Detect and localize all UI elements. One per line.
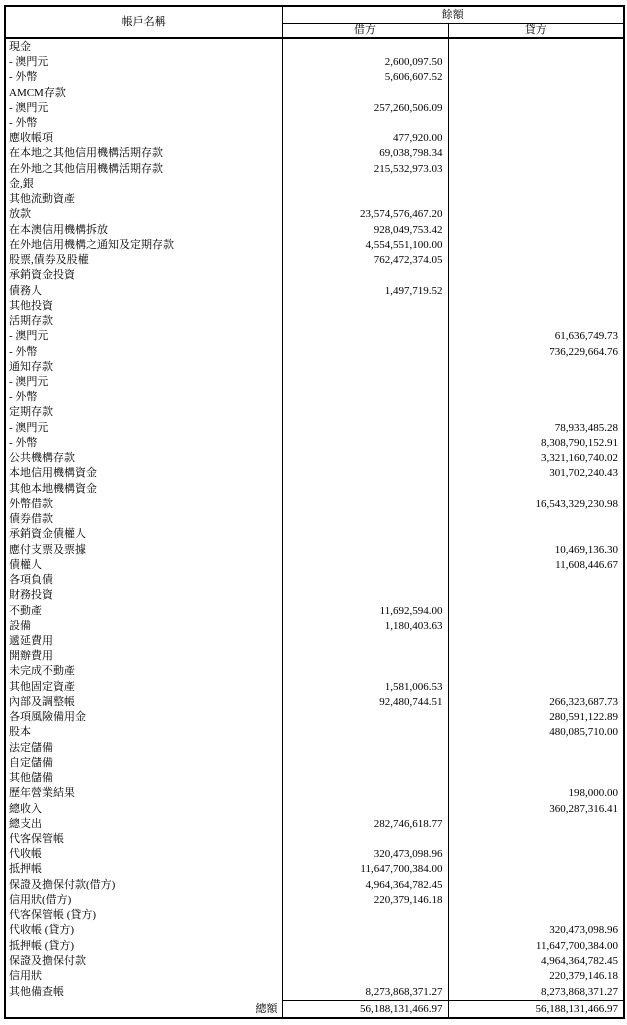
debit-value-cell	[282, 542, 448, 557]
table-row	[5, 85, 624, 100]
table-row	[5, 131, 624, 146]
account-name-cell: - 澳門元	[5, 100, 282, 115]
table-row	[5, 923, 624, 938]
debit-value-cell: 1,180,403.63	[282, 618, 448, 633]
account-name-cell: 承銷資金債權人	[5, 527, 282, 542]
table-row	[5, 192, 624, 207]
table-row	[5, 908, 624, 923]
account-name-cell: 信用狀	[5, 969, 282, 984]
table-row	[5, 633, 624, 648]
debit-value-cell: 23,574,576,467.20	[282, 207, 448, 222]
table-footer	[5, 1001, 624, 1019]
debit-value-cell: 11,647,700,384.00	[282, 862, 448, 877]
credit-value-cell	[448, 115, 624, 130]
credit-value-cell	[448, 298, 624, 313]
debit-value-cell	[282, 755, 448, 770]
credit-value-cell	[448, 755, 624, 770]
account-name-cell: 應收帳項	[5, 131, 282, 146]
table-row	[5, 984, 624, 1001]
table-body	[5, 38, 624, 1001]
account-name-cell: 法定儲備	[5, 740, 282, 755]
credit-value-cell	[448, 588, 624, 603]
credit-value-cell	[448, 146, 624, 161]
table-row	[5, 344, 624, 359]
credit-value-cell	[448, 892, 624, 907]
credit-value-cell	[448, 359, 624, 374]
account-name-cell: 股本	[5, 725, 282, 740]
credit-value-cell	[448, 70, 624, 85]
table-row	[5, 481, 624, 496]
account-name-cell: 保證及擔保付款	[5, 953, 282, 968]
debit-value-cell	[282, 923, 448, 938]
debit-value-cell: 8,273,868,371.27	[282, 984, 448, 1001]
account-name-cell: 不動產	[5, 603, 282, 618]
table-row	[5, 572, 624, 587]
debit-value-cell: 11,692,594.00	[282, 603, 448, 618]
table-row	[5, 451, 624, 466]
debit-value-cell	[282, 969, 448, 984]
account-name-cell: 在本澳信用機構拆放	[5, 222, 282, 237]
credit-value-cell: 8,308,790,152.91	[541, 436, 618, 449]
debit-value-cell	[282, 801, 448, 816]
debit-value-cell	[282, 771, 448, 786]
table-row	[5, 969, 624, 984]
debit-value-cell: 762,472,374.05	[282, 253, 448, 268]
account-name-cell: - 外幣	[5, 344, 282, 359]
debit-value-cell: 257,260,506.09	[282, 100, 448, 115]
table-row	[5, 146, 624, 161]
table-row	[5, 664, 624, 679]
account-name-header: 帳戶名稱	[5, 6, 282, 38]
table-row	[5, 115, 624, 130]
credit-value-cell: 736,229,664.76	[549, 345, 618, 358]
debit-value-cell	[282, 938, 448, 953]
credit-value-cell	[448, 512, 624, 527]
table-row	[5, 542, 624, 557]
account-name-cell: - 外幣	[5, 115, 282, 130]
credit-value-cell	[448, 55, 624, 70]
credit-value-cell	[448, 740, 624, 755]
credit-value-cell: 360,287,316.41	[549, 802, 618, 815]
trial-balance-table	[4, 5, 625, 1019]
credit-value-cell	[448, 253, 624, 268]
debit-value-cell: 1,497,719.52	[282, 283, 448, 298]
account-name-cell: 債權人	[5, 557, 282, 572]
table-row	[5, 390, 624, 405]
debit-value-cell	[282, 527, 448, 542]
account-name-cell: - 澳門元	[5, 329, 282, 344]
credit-value-cell	[448, 603, 624, 618]
header-row-balance	[5, 6, 624, 23]
credit-value-cell	[448, 633, 624, 648]
debit-value-cell	[282, 831, 448, 846]
table-row	[5, 557, 624, 572]
table-row	[5, 755, 624, 770]
credit-value-cell: 78,933,485.28	[554, 421, 618, 434]
account-name-cell: 遞延費用	[5, 633, 282, 648]
table-row	[5, 847, 624, 862]
table-row	[5, 70, 624, 85]
credit-value-cell	[448, 38, 624, 55]
table-row	[5, 237, 624, 252]
account-name-cell: 設備	[5, 618, 282, 633]
credit-value-cell	[448, 679, 624, 694]
credit-value-cell: 11,608,446.67	[555, 558, 618, 571]
table-row	[5, 694, 624, 709]
table-row	[5, 649, 624, 664]
debit-value-cell	[282, 633, 448, 648]
account-name-cell: 在外地之其他信用機構活期存款	[5, 161, 282, 176]
debit-value-cell	[282, 115, 448, 130]
debit-value-cell	[282, 298, 448, 313]
credit-value-cell	[448, 283, 624, 298]
credit-value-cell: 4,964,364,782.45	[541, 954, 618, 967]
debit-value-cell	[282, 176, 448, 191]
debit-value-cell	[282, 451, 448, 466]
account-name-cell: 定期存款	[5, 405, 282, 420]
account-name-cell: 抵押帳 (貸方)	[5, 938, 282, 953]
account-name-cell: 總收入	[5, 801, 282, 816]
debit-value-cell: 5,606,607.52	[282, 70, 448, 85]
table-row	[5, 176, 624, 191]
table-row	[5, 435, 624, 450]
table-row	[5, 816, 624, 831]
debit-value-cell	[282, 374, 448, 389]
account-name-cell: - 外幣	[5, 435, 282, 450]
credit-value-cell: 198,000.00	[568, 787, 618, 800]
account-name-cell: - 澳門元	[5, 55, 282, 70]
account-name-cell: 金,銀	[5, 176, 282, 191]
debit-value-cell	[282, 359, 448, 374]
debit-value-cell	[282, 481, 448, 496]
table-row	[5, 207, 624, 222]
account-name-cell: 其他固定資產	[5, 679, 282, 694]
table-row	[5, 298, 624, 313]
total-credit-value: 56,188,131,466.97	[448, 1001, 624, 1019]
debit-value-cell: 92,480,744.51	[282, 694, 448, 709]
table-row	[5, 268, 624, 283]
debit-value-cell	[282, 344, 448, 359]
credit-value-cell	[448, 374, 624, 389]
table-row	[5, 679, 624, 694]
account-name-cell: 代客保管帳 (貸方)	[5, 908, 282, 923]
table-row	[5, 953, 624, 968]
credit-value-cell	[448, 161, 624, 176]
credit-value-cell	[448, 649, 624, 664]
table-row	[5, 710, 624, 725]
table-row	[5, 466, 624, 481]
table-header	[5, 6, 624, 38]
account-name-cell: 財務投資	[5, 588, 282, 603]
table-row	[5, 831, 624, 846]
debit-value-cell	[282, 572, 448, 587]
account-name-cell: 保證及擔保付款(借方)	[5, 877, 282, 892]
debit-value-cell	[282, 405, 448, 420]
debit-value-cell	[282, 953, 448, 968]
account-name-cell: 總支出	[5, 816, 282, 831]
debit-value-cell	[282, 435, 448, 450]
credit-value-cell	[448, 222, 624, 237]
debit-value-cell	[282, 649, 448, 664]
credit-value-cell	[448, 268, 624, 283]
credit-value-cell	[448, 192, 624, 207]
credit-value-cell	[448, 847, 624, 862]
account-name-cell: 其他備查帳	[5, 984, 282, 1001]
credit-value-cell	[448, 831, 624, 846]
account-name-cell: 現金	[5, 38, 282, 55]
account-name-cell: 通知存款	[5, 359, 282, 374]
credit-value-cell	[448, 313, 624, 328]
table-row	[5, 892, 624, 907]
table-row	[5, 512, 624, 527]
credit-value-cell: 480,085,710.00	[549, 726, 618, 739]
table-row	[5, 55, 624, 70]
debit-value-cell	[282, 85, 448, 100]
account-name-cell: 活期存款	[5, 313, 282, 328]
debit-value-cell	[282, 740, 448, 755]
table-row	[5, 253, 624, 268]
credit-value-cell	[448, 481, 624, 496]
debit-value-cell	[282, 710, 448, 725]
account-name-cell: - 澳門元	[5, 374, 282, 389]
account-name-cell: 自定儲備	[5, 755, 282, 770]
debit-value-cell	[282, 390, 448, 405]
table-row	[5, 786, 624, 801]
table-row	[5, 527, 624, 542]
account-name-cell: 代收帳	[5, 847, 282, 862]
table-row	[5, 496, 624, 511]
credit-value-cell: 61,636,749.73	[554, 330, 618, 343]
table-row	[5, 283, 624, 298]
credit-value-cell	[448, 390, 624, 405]
credit-value-cell	[448, 618, 624, 633]
credit-value-cell	[448, 771, 624, 786]
table-row	[5, 405, 624, 420]
debit-value-cell: 320,473,098.96	[282, 847, 448, 862]
credit-value-cell	[448, 237, 624, 252]
debit-column-header: 借方	[282, 23, 448, 38]
table-row	[5, 161, 624, 176]
credit-value-cell	[448, 527, 624, 542]
account-name-cell: 承銷資金投資	[5, 268, 282, 283]
debit-value-cell	[282, 725, 448, 740]
account-name-cell: 代客保管帳	[5, 831, 282, 846]
debit-value-cell	[282, 466, 448, 481]
debit-value-cell: 69,038,798.34	[282, 146, 448, 161]
table-row	[5, 862, 624, 877]
debit-value-cell	[282, 786, 448, 801]
account-name-cell: AMCM存款	[5, 85, 282, 100]
table-row	[5, 603, 624, 618]
debit-value-cell	[282, 192, 448, 207]
debit-value-cell: 1,581,006.53	[282, 679, 448, 694]
account-name-cell: 債務人	[5, 283, 282, 298]
credit-value-cell	[448, 100, 624, 115]
account-name-cell: 各項風險備用金	[5, 710, 282, 725]
table-row	[5, 588, 624, 603]
total-debit-value: 56,188,131,466.97	[282, 1001, 448, 1019]
table-row	[5, 938, 624, 953]
table-row	[5, 801, 624, 816]
credit-value-cell: 11,647,700,384.00	[535, 939, 618, 952]
credit-value-cell	[448, 572, 624, 587]
table-row	[5, 222, 624, 237]
debit-value-cell	[282, 420, 448, 435]
debit-value-cell	[282, 557, 448, 572]
credit-value-cell: 3,321,160,740.02	[541, 452, 618, 465]
table-row	[5, 618, 624, 633]
table-row	[5, 740, 624, 755]
debit-value-cell	[282, 313, 448, 328]
credit-value-cell	[448, 131, 624, 146]
debit-value-cell	[282, 496, 448, 511]
account-name-cell: 其他儲備	[5, 771, 282, 786]
table-row	[5, 725, 624, 740]
account-name-cell: - 外幣	[5, 390, 282, 405]
total-label: 總額	[5, 1001, 282, 1019]
account-name-cell: 其他流動資產	[5, 192, 282, 207]
debit-value-cell	[282, 268, 448, 283]
account-name-cell: 各項負債	[5, 572, 282, 587]
debit-value-cell: 2,600,097.50	[282, 55, 448, 70]
credit-value-cell: 280,591,122.89	[549, 711, 618, 724]
debit-value-cell: 4,964,364,782.45	[282, 877, 448, 892]
table-row	[5, 100, 624, 115]
account-name-cell: 公共機構存款	[5, 451, 282, 466]
credit-value-cell: 16,543,329,230.98	[535, 497, 618, 510]
table-row	[5, 359, 624, 374]
table-row	[5, 877, 624, 892]
credit-value-cell: 320,473,098.96	[549, 924, 618, 937]
credit-value-cell	[448, 877, 624, 892]
account-name-cell: 在本地之其他信用機構活期存款	[5, 146, 282, 161]
account-name-cell: 應付支票及票據	[5, 542, 282, 557]
credit-value-cell	[448, 176, 624, 191]
credit-value-cell: 220,379,146.18	[549, 970, 618, 983]
credit-value-cell: 301,702,240.43	[549, 467, 618, 480]
credit-value-cell	[448, 207, 624, 222]
account-name-cell: 歷年營業結果	[5, 786, 282, 801]
account-name-cell: 其他本地機構資金	[5, 481, 282, 496]
account-name-cell: 放款	[5, 207, 282, 222]
table-row	[5, 771, 624, 786]
credit-value-cell	[448, 85, 624, 100]
debit-value-cell	[282, 664, 448, 679]
debit-value-cell	[282, 588, 448, 603]
account-name-cell: 其他投資	[5, 298, 282, 313]
credit-value-cell: 266,323,687.73	[549, 695, 618, 708]
debit-value-cell: 282,746,618.77	[282, 816, 448, 831]
debit-value-cell: 220,379,146.18	[282, 892, 448, 907]
credit-value-cell	[448, 862, 624, 877]
table-row	[5, 313, 624, 328]
account-name-cell: 在外地信用機構之通知及定期存款	[5, 237, 282, 252]
table-row	[5, 374, 624, 389]
credit-value-cell: 10,469,136.30	[554, 543, 618, 556]
account-name-cell: 未完成不動產	[5, 664, 282, 679]
debit-value-cell	[282, 512, 448, 527]
debit-value-cell: 928,049,753.42	[282, 222, 448, 237]
debit-value-cell	[282, 38, 448, 55]
debit-value-cell	[282, 908, 448, 923]
account-name-cell: 抵押帳	[5, 862, 282, 877]
table-row	[5, 329, 624, 344]
account-name-cell: 內部及調整帳	[5, 694, 282, 709]
credit-value-cell	[448, 816, 624, 831]
debit-value-cell: 4,554,551,100.00	[282, 237, 448, 252]
credit-value-cell: 8,273,868,371.27	[541, 985, 618, 998]
table-row	[5, 38, 624, 55]
account-name-cell: 代收帳 (貸方)	[5, 923, 282, 938]
debit-value-cell: 215,532,973.03	[282, 161, 448, 176]
debit-value-cell: 477,920.00	[282, 131, 448, 146]
credit-value-cell	[448, 405, 624, 420]
total-row	[5, 1001, 624, 1019]
account-name-cell: 外幣借款	[5, 496, 282, 511]
account-name-cell: 股票,債券及股權	[5, 253, 282, 268]
account-name-cell: - 外幣	[5, 70, 282, 85]
account-name-cell: 本地信用機構資金	[5, 466, 282, 481]
account-name-cell: - 澳門元	[5, 420, 282, 435]
account-name-cell: 開辦費用	[5, 649, 282, 664]
credit-value-cell	[448, 908, 624, 923]
account-name-cell: 信用狀(借方)	[5, 892, 282, 907]
table-row	[5, 420, 624, 435]
credit-column-header: 貸方	[448, 23, 624, 38]
balance-header: 餘額	[282, 6, 624, 23]
account-name-cell: 債券借款	[5, 512, 282, 527]
debit-value-cell	[282, 329, 448, 344]
credit-value-cell	[448, 664, 624, 679]
